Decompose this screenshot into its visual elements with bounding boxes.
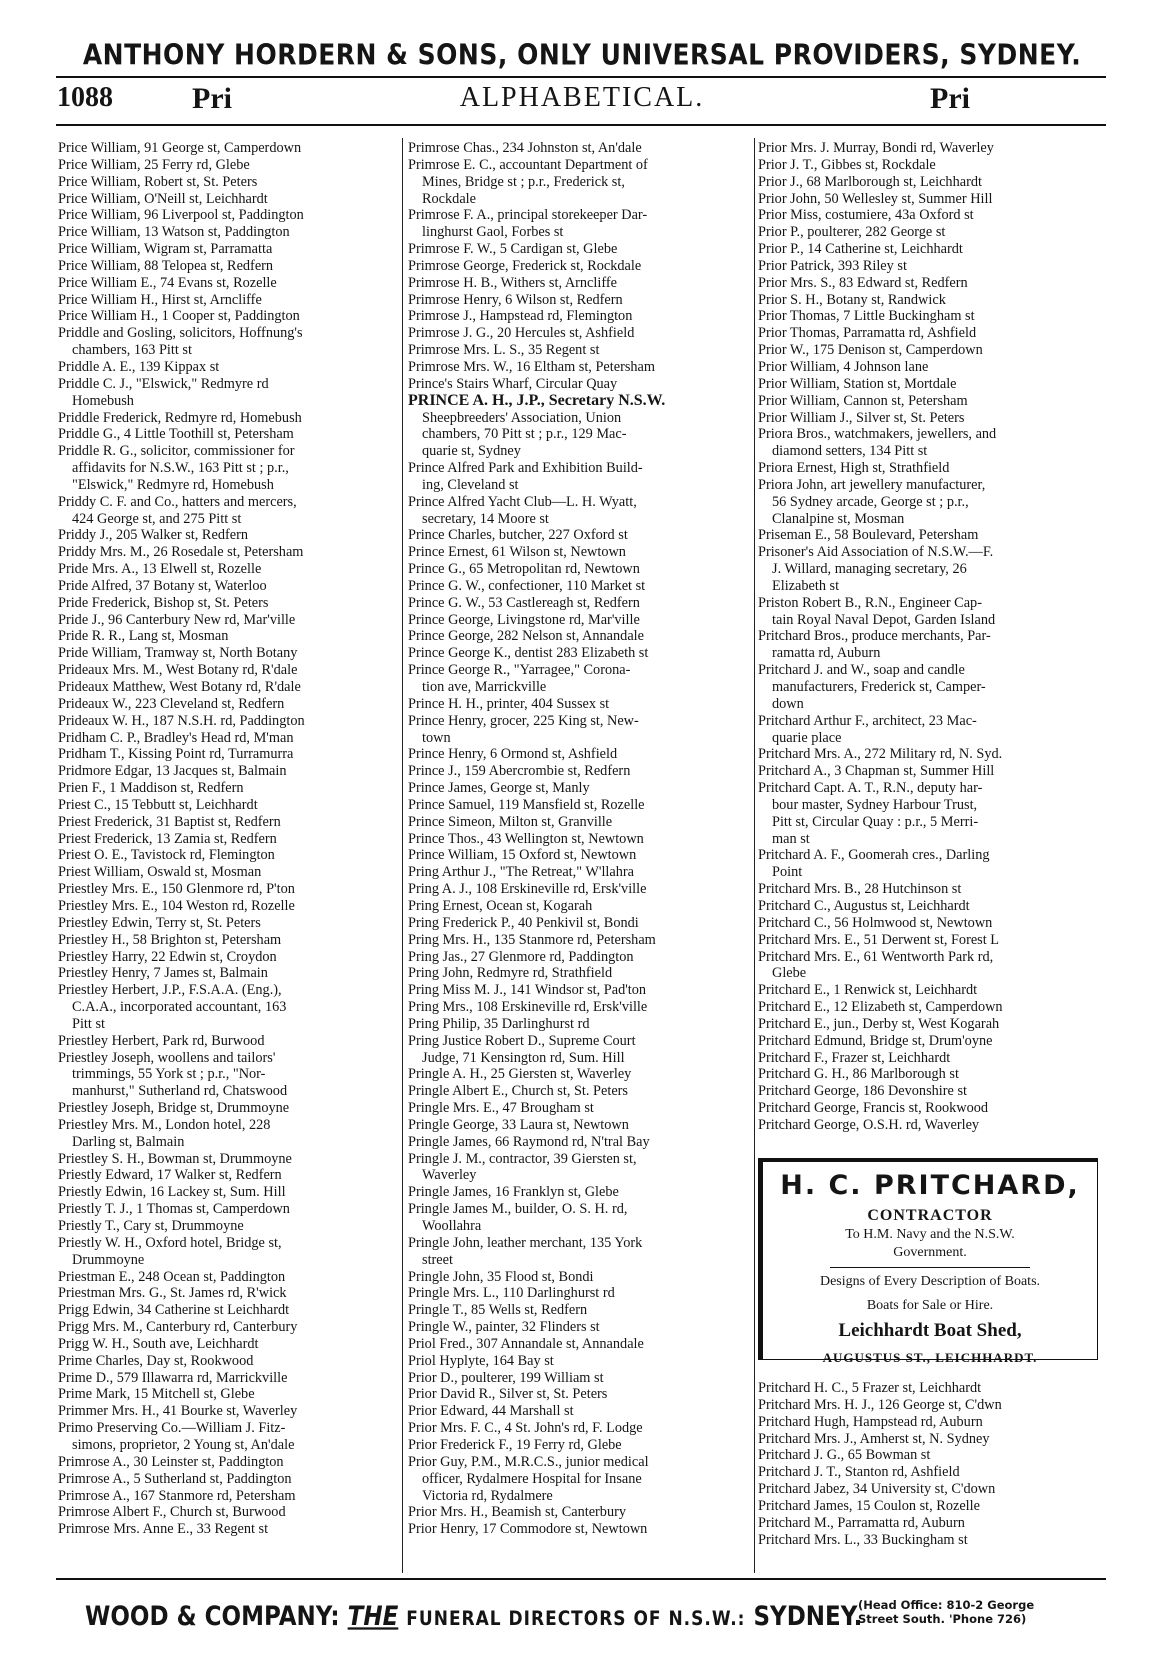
footer-city: SYDNEY. bbox=[753, 1602, 863, 1632]
entry-continuation: tion ave, Marrickville bbox=[422, 679, 547, 695]
directory-entry: Prince G. W., confectioner, 110 Market st bbox=[408, 577, 646, 594]
directory-entry: Prince Charles, butcher, 227 Oxford st bbox=[408, 527, 628, 544]
header-title: ALPHABETICAL. bbox=[459, 82, 705, 113]
directory-entry: Prior Mrs. J. Murray, Bondi rd, Waverley bbox=[758, 140, 994, 156]
directory-entry: Prior David R., Silver st, St. Peters bbox=[408, 1386, 608, 1403]
directory-entry: Priest Frederick, 13 Zamia st, Redfern bbox=[58, 830, 277, 847]
directory-entry: Priestley Edwin, Terry st, St. Peters bbox=[58, 914, 261, 931]
directory-entry: Primrose E. C., accountant Department of bbox=[408, 156, 648, 173]
directory-entry: Pringle T., 85 Wells st, Redfern bbox=[408, 1302, 588, 1319]
directory-entry: Price William, O'Neill st, Leichhardt bbox=[58, 190, 268, 207]
directory-entry: Pride Mrs. A., 13 Elwell st, Rozelle bbox=[58, 561, 262, 578]
entry-continuation: bour master, Sydney Harbour Trust, bbox=[772, 796, 978, 813]
directory-entry: Prideaux W., 223 Cleveland st, Redfern bbox=[58, 695, 285, 712]
ad-line-4: Boats for Sale or Hire. bbox=[866, 1298, 994, 1313]
directory-entry: Priest O. E., Tavistock rd, Flemington bbox=[58, 847, 275, 864]
directory-entry: Prime Charles, Day st, Rookwood bbox=[58, 1352, 254, 1369]
directory-entry: Prigg W. H., South ave, Leichhardt bbox=[58, 1335, 259, 1352]
column-divider-2 bbox=[754, 138, 755, 1573]
directory-entry: Primrose H. B., Withers st, Arncliffe bbox=[408, 274, 617, 291]
entry-continuation: Glebe bbox=[772, 965, 807, 982]
directory-entry: Priestly W. H., Oxford hotel, Bridge st, bbox=[58, 1234, 282, 1251]
directory-entry: Prior William, Station st, Mortdale bbox=[758, 375, 957, 392]
footer-office-note bbox=[858, 1598, 1034, 1626]
directory-entry: Priestly T., Cary st, Drummoyne bbox=[58, 1218, 244, 1234]
directory-entry: Price William H., 1 Cooper st, Paddington bbox=[58, 308, 300, 325]
directory-entry: Pring Ernest, Ocean st, Kogarah bbox=[408, 897, 593, 914]
header-right-guide: Pri bbox=[930, 82, 970, 115]
directory-entry: Pritchard J. T., Stanton rd, Ashfield bbox=[758, 1464, 960, 1481]
directory-entry: Prior Patrick, 393 Riley st bbox=[758, 257, 907, 274]
directory-entry: Pring Mrs., 108 Erskineville rd, Ersk'ville bbox=[408, 999, 648, 1016]
entry-continuation: quarie st, Sydney bbox=[422, 443, 521, 460]
column-3-continued bbox=[758, 1380, 1108, 1548]
directory-entry: Pringle Mrs. L., 110 Darlinghurst rd bbox=[408, 1285, 615, 1302]
footer-company: WOOD & COMPANY: bbox=[85, 1602, 340, 1632]
directory-entry: Price William E., 74 Evans st, Rozelle bbox=[58, 274, 277, 291]
directory-entry: Pringle George, 33 Laura st, Newtown bbox=[408, 1116, 629, 1133]
directory-entry: Prideaux W. H., 187 N.S.H. rd, Paddington bbox=[58, 712, 305, 729]
directory-entry: Prince H. H., printer, 404 Sussex st bbox=[408, 695, 610, 712]
directory-entry: Pritchard Mrs. B., 28 Hutchinson st bbox=[758, 881, 962, 898]
directory-entry: Pritchard A. F., Goomerah cres., Darling bbox=[758, 847, 990, 864]
directory-entry: Pringle J. M., contractor, 39 Giersten st, bbox=[408, 1150, 637, 1167]
directory-entry: Priol Hyplyte, 164 Bay st bbox=[408, 1352, 554, 1369]
directory-entry: Prideaux Matthew, West Botany rd, R'dale bbox=[58, 679, 301, 695]
directory-entry: Primrose Mrs. W., 16 Eltham st, Petersham bbox=[408, 358, 656, 375]
directory-entry: Pritchard George, Francis st, Rookwood bbox=[758, 1100, 989, 1117]
directory-entry: Priestly T. J., 1 Thomas st, Camperdown bbox=[58, 1201, 290, 1218]
entry-continuation: Darling st, Balmain bbox=[72, 1133, 185, 1150]
page-banner: ANTHONY HORDERN & SONS, ONLY UNIVERSAL PROVIDERS, SYDNEY. bbox=[82, 37, 1082, 72]
directory-entry: Pritchard C., 56 Holmwood st, Newtown bbox=[758, 914, 993, 931]
directory-entry: Pridmore Edgar, 13 Jacques st, Balmain bbox=[58, 763, 287, 780]
directory-entry: Price William, 13 Watson st, Paddington bbox=[58, 224, 290, 241]
directory-entry: Prior Mrs. S., 83 Edward st, Redfern bbox=[758, 274, 968, 291]
directory-entry: Prior William, Cannon st, Petersham bbox=[758, 392, 968, 409]
directory-entry: Price William, 25 Ferry rd, Glebe bbox=[58, 156, 250, 173]
directory-entry: Pritchard James, 15 Coulon st, Rozelle bbox=[758, 1497, 980, 1514]
directory-entry: Priestly Edward, 17 Walker st, Redfern bbox=[58, 1167, 282, 1184]
directory-entry: Priddy J., 205 Walker st, Redfern bbox=[58, 527, 248, 544]
directory-entry: Prior Henry, 17 Commodore st, Newtown bbox=[408, 1521, 648, 1538]
directory-entry: Prince Simeon, Milton st, Granville bbox=[408, 813, 613, 830]
directory-entry: Primrose F. W., 5 Cardigan st, Glebe bbox=[408, 241, 618, 258]
directory-entry: Pritchard Mrs. L., 33 Buckingham st bbox=[758, 1531, 968, 1548]
entry-continuation: Homebush bbox=[72, 392, 134, 409]
entry-continuation: Victoria rd, Rydalmere bbox=[422, 1487, 553, 1504]
directory-entry: Priestley S. H., Bowman st, Drummoyne bbox=[58, 1150, 292, 1167]
entry-continuation: Rockdale bbox=[422, 190, 476, 207]
directory-entry: Primrose Mrs. L. S., 35 Regent st bbox=[408, 342, 600, 359]
directory-entry: Priora Ernest, High st, Strathfield bbox=[758, 460, 950, 477]
directory-entry: Prince G., 65 Metropolitan rd, Newtown bbox=[408, 561, 640, 578]
directory-entry: Price William, Robert st, St. Peters bbox=[58, 173, 258, 190]
directory-entry: Priddle Frederick, Redmyre rd, Homebush bbox=[58, 409, 302, 426]
ad-shed: Leichhardt Boat Shed, bbox=[838, 1320, 1022, 1341]
footer-advert bbox=[85, 1602, 862, 1632]
entry-continuation: Woollahra bbox=[422, 1218, 482, 1234]
ad-role: CONTRACTOR bbox=[867, 1207, 993, 1224]
directory-entry: Priseman E., 58 Boulevard, Petersham bbox=[758, 527, 979, 544]
footer-rule bbox=[56, 1578, 1106, 1580]
directory-entry: Priston Robert B., R.N., Engineer Cap- bbox=[758, 594, 982, 611]
directory-entry: Prince G. W., 53 Castlereagh st, Redfern bbox=[408, 594, 640, 611]
directory-entry: Prior Thomas, 7 Little Buckingham st bbox=[758, 308, 975, 325]
directory-entry: Pring Frederick P., 40 Penkivil st, Bondi bbox=[408, 914, 639, 931]
directory-entry: Prior Thomas, Parramatta rd, Ashfield bbox=[758, 325, 977, 342]
directory-entry: Pride R. R., Lang st, Mosman bbox=[58, 628, 229, 645]
entry-continuation: Mines, Bridge st ; p.r., Frederick st, bbox=[422, 173, 625, 190]
directory-entry: Prior W., 175 Denison st, Camperdown bbox=[758, 342, 983, 359]
entry-continuation: 424 George st, and 275 Pitt st bbox=[72, 510, 242, 527]
directory-entry: Prior J. T., Gibbes st, Rockdale bbox=[758, 156, 936, 173]
footer-the: THE bbox=[347, 1602, 399, 1632]
entry-continuation: Waverley bbox=[422, 1167, 477, 1184]
directory-entry: Priestley Herbert, J.P., F.S.A.A. (Eng.), bbox=[58, 982, 282, 999]
directory-entry: Priddy Mrs. M., 26 Rosedale st, Petersham bbox=[58, 544, 304, 561]
directory-entry: Pritchard Edmund, Bridge st, Drum'oyne bbox=[758, 1032, 993, 1049]
directory-entry: Pring Arthur J., "The Retreat," W'llahra bbox=[408, 864, 634, 881]
entry-continuation: C.A.A., incorporated accountant, 163 bbox=[72, 999, 287, 1016]
directory-entry: Pringle John, leather merchant, 135 York bbox=[408, 1234, 643, 1251]
page-number: 1088 bbox=[57, 82, 113, 113]
directory-entry: Pritchard H. C., 5 Frazer st, Leichhardt bbox=[758, 1380, 982, 1396]
directory-entry: Priol Fred., 307 Annandale st, Annandale bbox=[408, 1335, 644, 1352]
entry-continuation: chambers, 70 Pitt st ; p.r., 129 Mac- bbox=[422, 426, 627, 443]
entry-continuation: Pitt st, Circular Quay : p.r., 5 Merri- bbox=[772, 813, 979, 830]
directory-entry: Pritchard Mrs. J., Amherst st, N. Sydney bbox=[758, 1430, 990, 1447]
entry-continuation: Clanalpine st, Mosman bbox=[772, 510, 905, 527]
directory-entry: Price William, 91 George st, Camperdown bbox=[58, 140, 302, 156]
ad-address: AUGUSTUS ST., LEICHHARDT. bbox=[822, 1350, 1038, 1365]
directory-entry: Pringle W., painter, 32 Flinders st bbox=[408, 1319, 600, 1336]
directory-entry: Priestley Joseph, woollens and tailors' bbox=[58, 1049, 276, 1066]
directory-entry: Prince Ernest, 61 Wilson st, Newtown bbox=[408, 544, 626, 561]
entry-continuation: Sheepbreeders' Association, Union bbox=[422, 409, 622, 426]
directory-entry: Prior Guy, P.M., M.R.C.S., junior medical bbox=[408, 1453, 649, 1470]
directory-entry: Pritchard J. G., 65 Bowman st bbox=[758, 1447, 931, 1464]
entry-continuation: J. Willard, managing secretary, 26 bbox=[772, 561, 967, 578]
entry-continuation: tain Royal Naval Depot, Garden Island bbox=[772, 611, 996, 628]
entry-continuation: "Elswick," Redmyre rd, Homebush bbox=[72, 476, 274, 493]
directory-entry: Primrose J. G., 20 Hercules st, Ashfield bbox=[408, 325, 635, 342]
directory-entry: Pride Alfred, 37 Botany st, Waterloo bbox=[58, 577, 267, 594]
directory-entry: Pritchard Mrs. E., 61 Wentworth Park rd, bbox=[758, 948, 994, 965]
directory-entry: Pride Frederick, Bishop st, St. Peters bbox=[58, 594, 269, 611]
directory-entry: Priestman E., 248 Ocean st, Paddington bbox=[58, 1268, 286, 1285]
directory-entry: Price William H., Hirst st, Arncliffe bbox=[58, 291, 262, 308]
directory-entry: Prince Henry, 6 Ormond st, Ashfield bbox=[408, 746, 618, 763]
directory-entry: Pritchard Mrs. E., 51 Derwent st, Forest L bbox=[758, 931, 1000, 948]
header-left-guide: Pri bbox=[192, 82, 232, 115]
entry-continuation: simons, proprietor, 2 Young st, An'dale bbox=[72, 1436, 295, 1453]
ad-line-2: Government. bbox=[893, 1245, 967, 1260]
directory-entry: Pringle James, 66 Raymond rd, N'tral Bay bbox=[408, 1133, 650, 1150]
directory-entry: Pritchard George, 186 Devonshire st bbox=[758, 1083, 967, 1100]
directory-entry: Priestley Mrs. E., 104 Weston rd, Rozelle bbox=[58, 897, 295, 914]
directory-entry: Pritchard M., Parramatta rd, Auburn bbox=[758, 1514, 965, 1531]
directory-entry: Prince James, George st, Manly bbox=[408, 780, 590, 797]
directory-entry: Pringle Mrs. E., 47 Brougham st bbox=[408, 1100, 594, 1117]
directory-entry: Primrose J., Hampstead rd, Flemington bbox=[408, 308, 633, 325]
directory-entry: Primmer Mrs. H., 41 Bourke st, Waverley bbox=[58, 1403, 298, 1420]
directory-entry: Prior Miss, costumiere, 43a Oxford st bbox=[758, 207, 974, 224]
directory-entry: Pritchard Mrs. H. J., 126 George st, C'dwn bbox=[758, 1396, 1002, 1413]
directory-entry: Prisoner's Aid Association of N.S.W.—F. bbox=[758, 544, 994, 561]
directory-entry: Prince Alfred Yacht Club—L. H. Wyatt, bbox=[408, 493, 637, 510]
footer-note-line-1: (Head Office: 810-2 George bbox=[858, 1598, 1035, 1612]
directory-entry: Primrose Albert F., Church st, Burwood bbox=[58, 1504, 286, 1521]
directory-entry: Pritchard Jabez, 34 University st, C'down bbox=[758, 1481, 996, 1498]
directory-entry: Prior J., 68 Marlborough st, Leichhardt bbox=[758, 173, 982, 190]
directory-entry: Pritchard G. H., 86 Marlborough st bbox=[758, 1066, 959, 1083]
entry-continuation: down bbox=[772, 695, 804, 712]
directory-entry: Price William, 96 Liverpool st, Paddington bbox=[58, 207, 304, 224]
directory-entry: Pritchard Bros., produce merchants, Par- bbox=[758, 628, 991, 645]
directory-entry: Prigg Edwin, 34 Catherine st Leichhardt bbox=[58, 1302, 290, 1319]
entry-continuation: Judge, 71 Kensington rd, Sum. Hill bbox=[422, 1049, 625, 1066]
directory-entry: Pritchard George, O.S.H. rd, Waverley bbox=[758, 1116, 980, 1133]
entry-continuation: Pitt st bbox=[72, 1015, 105, 1032]
directory-entry: Priddle A. E., 139 Kippax st bbox=[58, 358, 220, 375]
entry-continuation: diamond setters, 134 Pitt st bbox=[772, 443, 928, 460]
directory-entry: Prince George, 282 Nelson st, Annandale bbox=[408, 628, 644, 645]
directory-entry: Pring Mrs. H., 135 Stanmore rd, Petersham bbox=[408, 931, 656, 948]
directory-entry: Price William, Wigram st, Parramatta bbox=[58, 241, 273, 258]
directory-entry: Primo Preserving Co.—William J. Fitz- bbox=[58, 1420, 286, 1437]
directory-entry: Pritchard F., Frazer st, Leichhardt bbox=[758, 1049, 951, 1066]
directory-entry: Primrose F. A., principal storekeeper Dar- bbox=[408, 207, 648, 224]
directory-entry: Prior William, 4 Johnson lane bbox=[758, 358, 929, 375]
directory-entry: Pring Philip, 35 Darlinghurst rd bbox=[408, 1015, 590, 1032]
footer-directors: FUNERAL DIRECTORS OF N.S.W.: bbox=[406, 1607, 746, 1631]
entry-continuation: Drummoyne bbox=[72, 1251, 145, 1268]
column-1 bbox=[58, 140, 398, 1538]
header-rule bbox=[56, 124, 1106, 126]
directory-entry: Pridham T., Kissing Point rd, Turramurra bbox=[58, 746, 294, 763]
directory-entry: Pring A. J., 108 Erskineville rd, Ersk'ville bbox=[408, 881, 647, 898]
directory-entry: Priest C., 15 Tebbutt st, Leichhardt bbox=[58, 796, 258, 813]
entry-continuation: quarie place bbox=[772, 729, 842, 746]
directory-entry: Priddy C. F. and Co., hatters and mercers, bbox=[58, 493, 297, 510]
directory-entry: Priestley Joseph, Bridge st, Drummoyne bbox=[58, 1100, 290, 1117]
directory-entry: Priestly Edwin, 16 Lackey st, Sum. Hill bbox=[58, 1184, 286, 1201]
entry-continuation: secretary, 14 Moore st bbox=[422, 510, 549, 527]
directory-entry: Priestley Harry, 22 Edwin st, Croydon bbox=[58, 948, 277, 965]
directory-entry: Priestley H., 58 Brighton st, Petersham bbox=[58, 931, 282, 948]
directory-entry: Pritchard Hugh, Hampstead rd, Auburn bbox=[758, 1413, 983, 1430]
directory-entry: Pringle James M., builder, O. S. H. rd, bbox=[408, 1201, 628, 1218]
directory-entry: Prior Mrs. F. C., 4 St. John's rd, F. Lodge bbox=[408, 1420, 643, 1437]
directory-entry: Prior P., poulterer, 282 George st bbox=[758, 224, 946, 241]
directory-entry: Pringle A. H., 25 Giersten st, Waverley bbox=[408, 1066, 632, 1083]
entry-continuation: ing, Cleveland st bbox=[422, 476, 519, 493]
directory-entry: Prince Henry, grocer, 225 King st, New- bbox=[408, 712, 639, 729]
directory-entry: Primrose Mrs. Anne E., 33 Regent st bbox=[58, 1521, 269, 1538]
directory-entry: Primrose A., 30 Leinster st, Paddington bbox=[58, 1453, 284, 1470]
entry-continuation: Point bbox=[772, 864, 803, 881]
directory-entry: Prigg Mrs. M., Canterbury rd, Canterbury bbox=[58, 1319, 298, 1336]
directory-entry: Prior John, 50 Wellesley st, Summer Hill bbox=[758, 190, 993, 207]
directory-entry: Prince George, Livingstone rd, Mar'ville bbox=[408, 611, 640, 628]
directory-entry: Prince George K., dentist 283 Elizabeth st bbox=[408, 645, 649, 662]
entry-continuation: affidavits for N.S.W., 163 Pitt st ; p.r., bbox=[72, 460, 289, 477]
entry-continuation: ramatta rd, Auburn bbox=[772, 645, 881, 662]
entry-continuation: 56 Sydney arcade, George st ; p.r., bbox=[772, 493, 969, 510]
directory-entry: Prior D., poulterer, 199 William st bbox=[408, 1369, 604, 1386]
directory-entry: Pride J., 96 Canterbury New rd, Mar'ville bbox=[58, 611, 296, 628]
directory-entry: Prime Mark, 15 Mitchell st, Glebe bbox=[58, 1386, 255, 1403]
directory-entry: Priora John, art jewellery manufacturer, bbox=[758, 476, 986, 493]
column-3 bbox=[758, 140, 1108, 1134]
directory-entry: Prior Edward, 44 Marshall st bbox=[408, 1403, 574, 1420]
banner-rule bbox=[56, 76, 1106, 78]
directory-entry: Prince George R., "Yarragee," Corona- bbox=[408, 662, 631, 679]
ad-name: H. C. PRITCHARD, bbox=[780, 1170, 1080, 1201]
directory-entry: Pring Miss M. J., 141 Windsor st, Pad'ton bbox=[408, 982, 647, 999]
directory-entry: Pritchard J. and W., soap and candle bbox=[758, 662, 965, 679]
directory-entry: Prior P., 14 Catherine st, Leichhardt bbox=[758, 241, 963, 258]
directory-entry: Prince Alfred Park and Exhibition Build- bbox=[408, 460, 643, 477]
directory-entry: Price William, 88 Telopea st, Redfern bbox=[58, 257, 274, 274]
entry-continuation: manhurst," Sutherland rd, Chatswood bbox=[72, 1083, 288, 1100]
ad-divider bbox=[830, 1267, 1030, 1268]
directory-entry: Prideaux Mrs. M., West Botany rd, R'dale bbox=[58, 662, 298, 679]
directory-entry: Priddle C. J., "Elswick," Redmyre rd bbox=[58, 375, 269, 392]
directory-entry: Priestley Mrs. M., London hotel, 228 bbox=[58, 1116, 271, 1133]
directory-entry: Prior William J., Silver st, St. Peters bbox=[758, 409, 965, 426]
directory-entry: Prince J., 159 Abercrombie st, Redfern bbox=[408, 763, 631, 780]
pritchard-advertisement bbox=[758, 1158, 1098, 1365]
ad-line-1: To H.M. Navy and the N.S.W. bbox=[845, 1227, 1015, 1242]
directory-entry: Priestley Herbert, Park rd, Burwood bbox=[58, 1032, 265, 1049]
directory-entry: Priest Frederick, 31 Baptist st, Redfern bbox=[58, 813, 281, 830]
directory-entry: Pringle John, 35 Flood st, Bondi bbox=[408, 1268, 594, 1285]
directory-entry: Pringle James, 16 Franklyn st, Glebe bbox=[408, 1184, 619, 1201]
directory-entry: Pring Jas., 27 Glenmore rd, Paddington bbox=[408, 948, 634, 965]
directory-entry: PRINCE A. H., J.P., Secretary N.S.W. bbox=[408, 391, 666, 409]
directory-entry: Priestman Mrs. G., St. James rd, R'wick bbox=[58, 1285, 287, 1302]
directory-entry: Prince's Stairs Wharf, Circular Quay bbox=[408, 375, 618, 392]
directory-entry: Priddle G., 4 Little Toothill st, Petersham bbox=[58, 426, 294, 443]
entry-continuation: Elizabeth st bbox=[772, 577, 840, 594]
directory-entry: Prince William, 15 Oxford st, Newtown bbox=[408, 847, 637, 864]
entry-continuation: trimmings, 55 York st ; p.r., "Nor- bbox=[72, 1066, 266, 1083]
directory-entry: Priestley Henry, 7 James st, Balmain bbox=[58, 965, 268, 982]
directory-entry: Primrose George, Frederick st, Rockdale bbox=[408, 257, 642, 274]
column-divider-1 bbox=[402, 138, 403, 1573]
entry-continuation: linghurst Gaol, Forbes st bbox=[422, 224, 564, 241]
directory-entry: Pritchard A., 3 Chapman st, Summer Hill bbox=[758, 763, 995, 780]
directory-entry: Prior Mrs. H., Beamish st, Canterbury bbox=[408, 1504, 627, 1521]
directory-entry: Primrose Henry, 6 Wilson st, Redfern bbox=[408, 291, 623, 308]
directory-entry: Pritchard Arthur F., architect, 23 Mac- bbox=[758, 712, 977, 729]
directory-entry: Pring John, Redmyre rd, Strathfield bbox=[408, 965, 613, 982]
directory-entry: Pritchard Capt. A. T., R.N., deputy har- bbox=[758, 780, 983, 797]
entry-continuation: manufacturers, Frederick st, Camper- bbox=[772, 679, 986, 695]
directory-entry: Pritchard E., 1 Renwick st, Leichhardt bbox=[758, 982, 978, 999]
directory-entry: Pritchard E., 12 Elizabeth st, Camperdown bbox=[758, 999, 1003, 1016]
directory-entry: Primrose A., 167 Stanmore rd, Petersham bbox=[58, 1487, 296, 1504]
directory-entry: Prior Frederick F., 19 Ferry rd, Glebe bbox=[408, 1436, 622, 1453]
directory-entry: Prien F., 1 Maddison st, Redfern bbox=[58, 780, 244, 797]
entry-continuation: man st bbox=[772, 830, 810, 847]
footer-note-line-2: Street South. 'Phone 726) bbox=[858, 1612, 1027, 1626]
directory-entry: Pritchard Mrs. A., 272 Military rd, N. Syd. bbox=[758, 746, 1003, 763]
directory-entry: Priddle and Gosling, solicitors, Hoffnung's bbox=[58, 325, 303, 342]
entry-continuation: officer, Rydalmere Hospital for Insane bbox=[422, 1470, 642, 1487]
entry-continuation: town bbox=[422, 729, 451, 746]
directory-entry: Pride William, Tramway st, North Botany bbox=[58, 645, 298, 662]
directory-entry: Priddle R. G., solicitor, commissioner for bbox=[58, 443, 295, 460]
entry-continuation: chambers, 163 Pitt st bbox=[72, 342, 192, 359]
column-2 bbox=[408, 140, 753, 1538]
directory-entry: Priestley Mrs. E., 150 Glenmore rd, P'ton bbox=[58, 881, 295, 898]
directory-entry: Priora Bros., watchmakers, jewellers, and bbox=[758, 426, 997, 443]
ad-line-3: Designs of Every Description of Boats. bbox=[819, 1274, 1041, 1289]
directory-entry: Pridham C. P., Bradley's Head rd, M'man bbox=[58, 729, 294, 746]
directory-entry: Pring Justice Robert D., Supreme Court bbox=[408, 1032, 636, 1049]
directory-entry: Primrose A., 5 Sutherland st, Paddington bbox=[58, 1470, 292, 1487]
directory-entry: Pritchard E., jun., Derby st, West Kogarah bbox=[758, 1015, 1000, 1032]
directory-entry: Pringle Albert E., Church st, St. Peters bbox=[408, 1083, 628, 1100]
directory-entry: Primrose Chas., 234 Johnston st, An'dale bbox=[408, 140, 642, 156]
directory-entry: Prince Thos., 43 Wellington st, Newtown bbox=[408, 830, 644, 847]
directory-entry: Prior S. H., Botany st, Randwick bbox=[758, 291, 946, 308]
directory-entry: Prime D., 579 Illawarra rd, Marrickville bbox=[58, 1369, 288, 1386]
directory-entry: Pritchard C., Augustus st, Leichhardt bbox=[758, 897, 970, 914]
directory-entry: Priest William, Oswald st, Mosman bbox=[58, 864, 262, 881]
directory-entry: Prince Samuel, 119 Mansfield st, Rozelle bbox=[408, 796, 645, 813]
entry-continuation: street bbox=[422, 1251, 453, 1268]
